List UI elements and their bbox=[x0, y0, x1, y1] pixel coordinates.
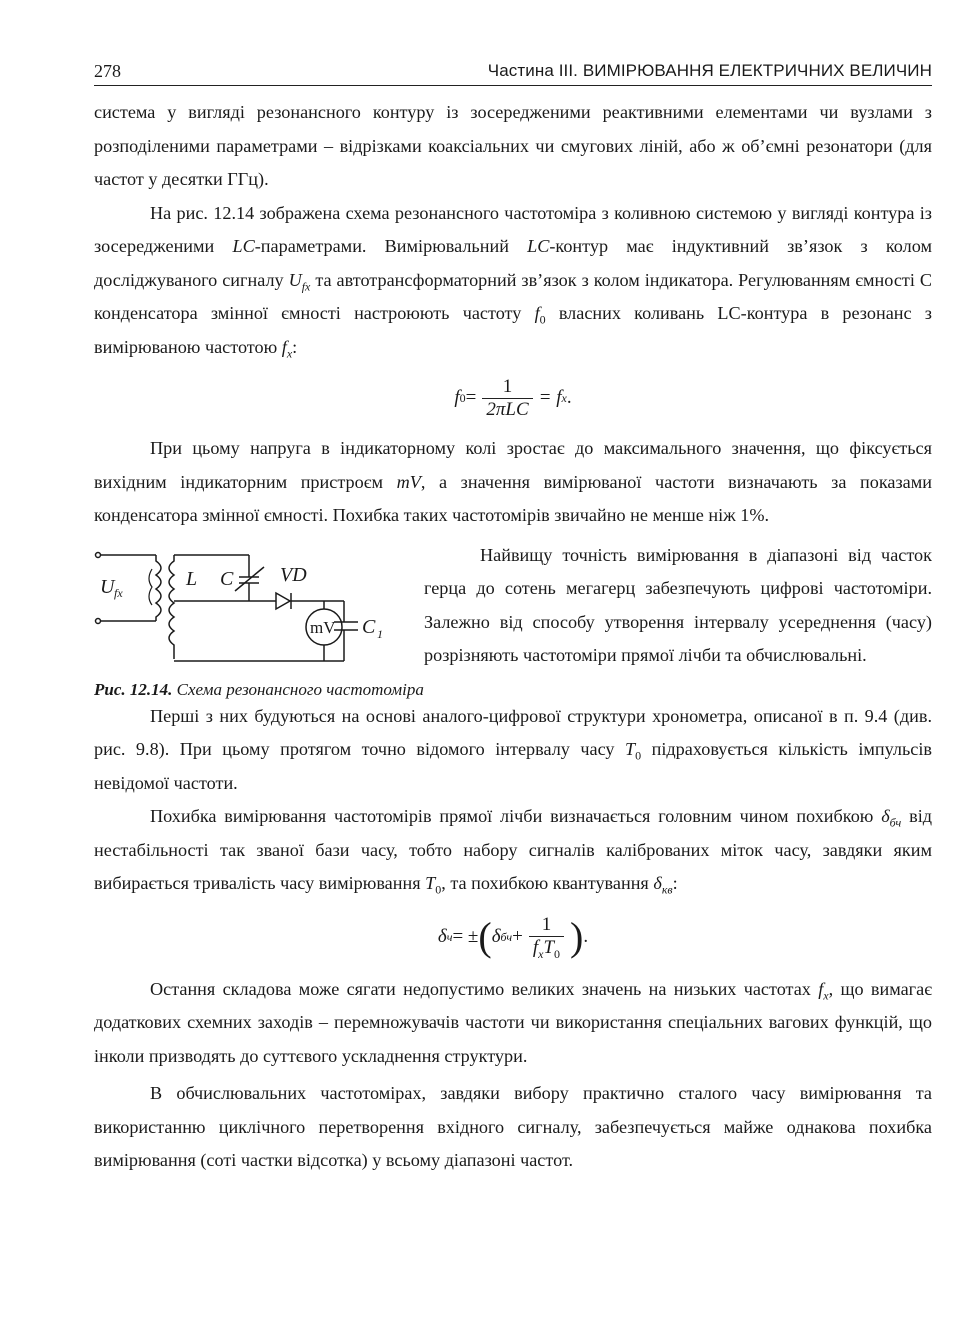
label-u: U bbox=[100, 575, 115, 598]
label-vd: VD bbox=[280, 563, 307, 586]
running-title: Частина ІІІ. ВИМІРЮВАННЯ ЕЛЕКТРИЧНИХ ВЕЛИЧИН bbox=[487, 61, 932, 80]
figure-block bbox=[94, 539, 932, 700]
paragraph-3: При цьому напруга в індикаторному колі зростає до максимального значення, що фіксується вихідним індикаторним пристроєм mV, а значення вимірюваної частоти визначають за показами конденсатора змінної ємності. Похибка таких частотомірів звичайно не менше ніж 1%. bbox=[94, 438, 932, 525]
label-u-sub: fx bbox=[114, 585, 123, 600]
figure-caption: Рис. 12.14. Схема резонансного частотоміра bbox=[94, 679, 424, 699]
paragraph-5: Перші з них будуються на основі аналого-цифрової структури хронометра, описаної в п. 9.4 (див. рис. 9.8). При цьому протягом точно відомого інтервалу часу $T_0$ підраховується кількість імпульсів невідомої частоти. bbox=[94, 705, 932, 793]
label-l: L bbox=[186, 567, 198, 590]
paragraph-2: На рис. 12.14 зображена схема резонансного частотоміра з коливною системою у вигляді контура із зосередженими LC-параметрами. Вимірювальний LC-контур має індуктивний зв’язок з колом досліджуваного сигналу $U_{fx}$ та автотрансформаторний зв’язок з колом індикатора. Регулюванням ємності С конденсатора змінної ємності настроюють частоту $f_0$ власних коливань LC-контура в резонанс з вимірюваною частотою $f_x$: bbox=[94, 202, 932, 361]
formula-resonance: f 0 = $\frac{1}{\text{2πLC}}$ = f x . bbox=[454, 375, 572, 420]
resonant-frequency-meter-schematic bbox=[94, 539, 424, 677]
label-c1: C bbox=[362, 615, 376, 638]
page-number: 278 bbox=[94, 61, 121, 81]
side-column bbox=[424, 539, 932, 700]
formula-error: δ ч = ± ( δ бч + $\frac{1}{f_xT_0}$ ) . bbox=[437, 913, 589, 961]
label-mv: mV bbox=[310, 617, 336, 637]
page bbox=[94, 60, 932, 1178]
paragraph-4: Найвищу точність вимірювання в діапазоні від часток герца до сотень мегагерц забезпечують цифрові частотоміри. Залежно від способу утворення інтервалу усереднення (часу) розрізняють частотоміри прямої лічби та обчислювальні. bbox=[424, 544, 932, 665]
paragraph-6: Похибка вимірювання частотомірів прямої лічби визначається головним чином похибкою $\delta_{бч}$ від нестабільності так званої бази часу, тобто набору сигналів каліброваних міток часу, завдяки яким вибирається тривалість часу вимірювання $T_0$, та похибкою квантування $\delta_{кв}$: bbox=[94, 806, 932, 897]
running-header bbox=[94, 60, 932, 86]
paragraph-8: В обчислювальних частотомірах, завдяки вибору практично сталого часу вимірювання та використанню циклічного перетворення вхідного сигналу, забезпечується майже однакова похибка вимірювання (соті частки відсотка) у всьому діапазоні частот. bbox=[94, 1083, 932, 1170]
paragraph-1: система у вигляді резонансного контуру із зосередженими реактивними елементами чи вузлами з розподіленими параметрами – відрізками коаксіальних чи смугових ліній, або ж об’ємні резонатори (для частот у десятки ГГц). bbox=[94, 102, 932, 189]
fraction: $\frac{1}{\text{2πLC}}$ bbox=[482, 376, 532, 421]
paragraph-7: Остання складова може сягати недопустимо великих значень на низьких частотах $f_x$, що вимагає додаткових схемних заходів – перемножувачів частоти чи використання спеціальних вагових функцій, що інколи призводять до суттєвого ускладнення структури. bbox=[94, 978, 932, 1066]
label-c1-sub: 1 bbox=[377, 626, 383, 641]
label-c: C bbox=[220, 567, 234, 590]
figure-12-14 bbox=[94, 539, 424, 700]
fraction: $\frac{1}{f_xT_0}$ bbox=[529, 914, 564, 959]
